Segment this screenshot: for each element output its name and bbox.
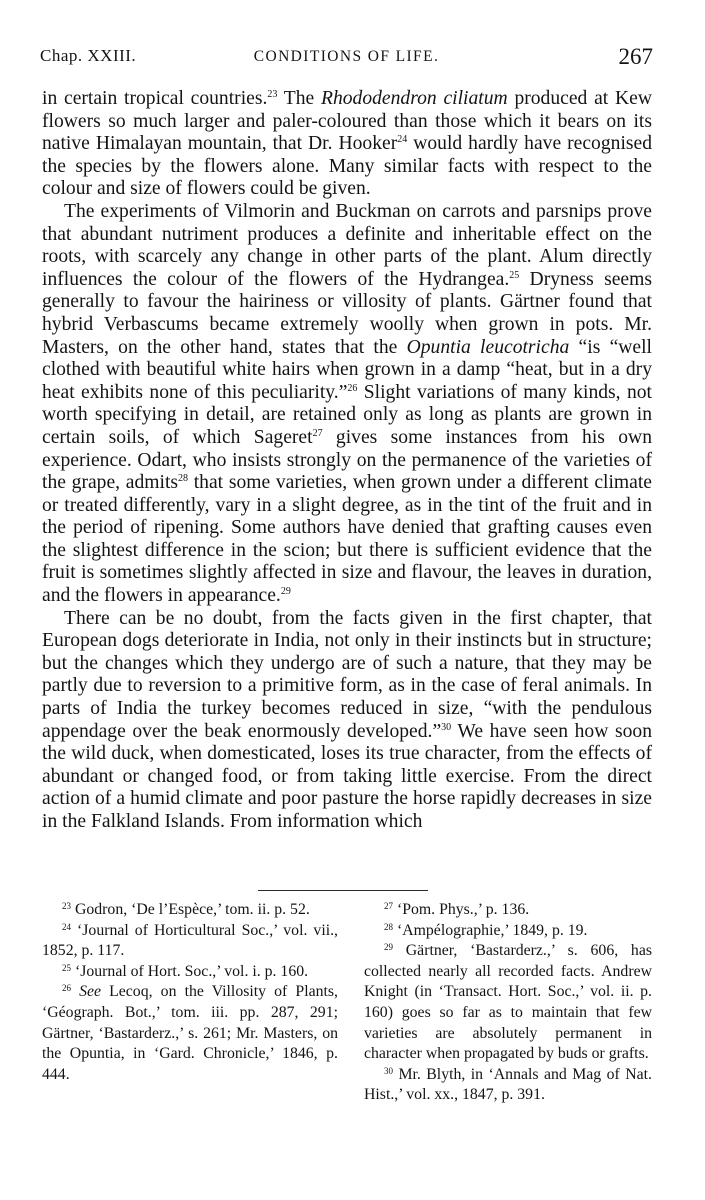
footnote-ref-30: 30	[441, 721, 452, 733]
footnote-number: 25	[62, 962, 71, 973]
footnote-number: 26	[62, 983, 71, 994]
text-run: Dryness seems generally to favour the hairiness or villosity of plants. Gärtner found that hybrid Verbascums became extremely woolly when grown in pots. Mr. Masters, on the other hand, states that the	[42, 268, 652, 358]
footnote-see: See	[79, 983, 102, 1001]
text-run: would hardly have recognised the species by the flowers alone. Many similar facts with respect to the colour and size of flowers could be given.	[42, 133, 653, 200]
footnote-text: ‘Journal of Horticultural Soc.,’ vol. vii., 1852, p. 117.	[42, 921, 338, 960]
footnote-26	[42, 982, 338, 1085]
footnote-number: 29	[384, 942, 393, 953]
footnote-23	[42, 900, 338, 921]
footnote-30	[364, 1065, 652, 1106]
footnote-number: 30	[384, 1065, 393, 1076]
text-run: gives some instances from his own experience. Odart, who insists strongly on the permanence of the varieties of the grape, admits	[42, 426, 652, 494]
footnote-29	[364, 941, 652, 1065]
footnote-number: 24	[62, 921, 71, 932]
footnote-ref-28: 28	[178, 473, 189, 485]
chapter-label: Chap. XXIII.	[40, 46, 137, 65]
footnote-ref-25: 25	[509, 269, 520, 281]
footnote-text: Gärtner, ‘Bastarderz.,’ s. 606, has collected nearly all recorded facts. Andrew Knight (in ‘Transact. Hort. Soc.,’ vol. ii. p. 160) goes so far as to maintain that few varieties are absolutely permanent in character when propagated by buds or grafts.	[364, 942, 652, 1063]
footnote-ref-27: 27	[312, 427, 323, 439]
footnotes-left-column	[42, 900, 338, 1085]
text-run: produced at Kew flowers so much larger and paler-coloured than those which it bears on its native Himalayan mountain, that Dr. Hooker	[42, 88, 652, 155]
paragraph-3	[42, 608, 652, 834]
footnote-text: Lecoq, on the Villosity of Plants, ‘Géograph. Bot.,’ tom. iii. pp. 287, 291; Gärtner, ‘Bastarderz.,’ s. 261; Mr. Masters, on the Opuntia, in ‘Gard. Chronicle,’ 1846, p. 444.	[42, 983, 338, 1083]
footnote-text: ‘Journal of Hort. Soc.,’ vol. i. p. 160.	[71, 962, 309, 980]
text-run: that some varieties, when grown under a different climate or treated differently, vary in a slight degree, as in the tint of the fruit and in the period of ripening. Some authors have denied that grafting causes even the slightest difference in the scion; but there is sufficient evidence that the fruit is sometimes slightly affected in size and flavour, the leaves in duration, and the flowers in appearance.	[42, 472, 652, 607]
footnote-27	[364, 900, 652, 921]
footnote-text: ‘Pom. Phys.,’ p. 136.	[393, 901, 530, 918]
text-run: “is “well clothed with beautiful white hairs when grown in a damp “heat, but in a dry heat exhibits none of this peculiarity.”	[42, 336, 652, 403]
species-name: Rhododendron ciliatum	[320, 88, 508, 109]
footnote-24	[42, 921, 338, 962]
text-run: The experiments of Vilmorin and Buckman on carrots and parsnips prove that abundant nutriment produces a definite and inheritable effect on the roots, with scarcely any change in other parts of the plant. Alum directly influences the colour of the flowers of the Hydrangea.	[42, 200, 652, 290]
text-run: The	[277, 88, 321, 109]
footnote-text: Mr. Blyth, in ‘Annals and Mag of Nat. Hist.,’ vol. xx., 1847, p. 391.	[364, 1065, 652, 1104]
footnote-divider	[258, 890, 428, 891]
footnote-number: 27	[384, 901, 393, 911]
paragraph-1	[42, 88, 652, 201]
text-run: We have seen how soon the wild duck, when domesticated, loses its true character, from the effects of abundant or changed food, or from taking little exercise. From the direct action of a humid climate and poor pasture the horse rapidly decreases in size in the Falkland Islands. From information which	[42, 720, 652, 832]
footnote-number: 28	[384, 921, 393, 932]
page-number: 267	[618, 44, 653, 69]
text-run: There can be no doubt, from the facts given in the first chapter, that European dogs deteriorate in India, not only in their instincts but in structure; but the changes which they undergo are of such a nature, that they may be partly due to reversion to a primitive form, as in the case of feral animals. In parts of India the turkey becomes reduced in size, “with the pendulous appendage over the beak enormously developed.”	[42, 607, 652, 742]
running-header	[40, 46, 653, 76]
footnotes-right-column	[364, 900, 652, 1106]
footnote-28	[364, 921, 652, 942]
footnote-text: ‘Ampélographie,’ 1849, p. 19.	[393, 921, 588, 939]
footnote-text: Godron, ‘De l’Espèce,’ tom. ii. p. 52.	[71, 901, 310, 918]
footnote-ref-26: 26	[347, 382, 358, 394]
text-run: Slight variations of many kinds, not worth specifying in detail, are retained only as long as plants are grown in certain soils, of which Sageret	[42, 381, 652, 448]
footnote-ref-29: 29	[280, 586, 291, 598]
species-name: Opuntia leucotricha	[406, 336, 570, 358]
paragraph-2	[42, 201, 652, 608]
footnote-ref-24: 24	[397, 134, 408, 146]
footnote-25	[42, 962, 338, 983]
footnote-ref-23: 23	[267, 89, 278, 100]
body-text	[42, 88, 652, 834]
footnote-number: 23	[62, 901, 71, 911]
running-title: CONDITIONS OF LIFE.	[253, 48, 440, 65]
text-run: in certain tropical countries.	[42, 88, 268, 109]
